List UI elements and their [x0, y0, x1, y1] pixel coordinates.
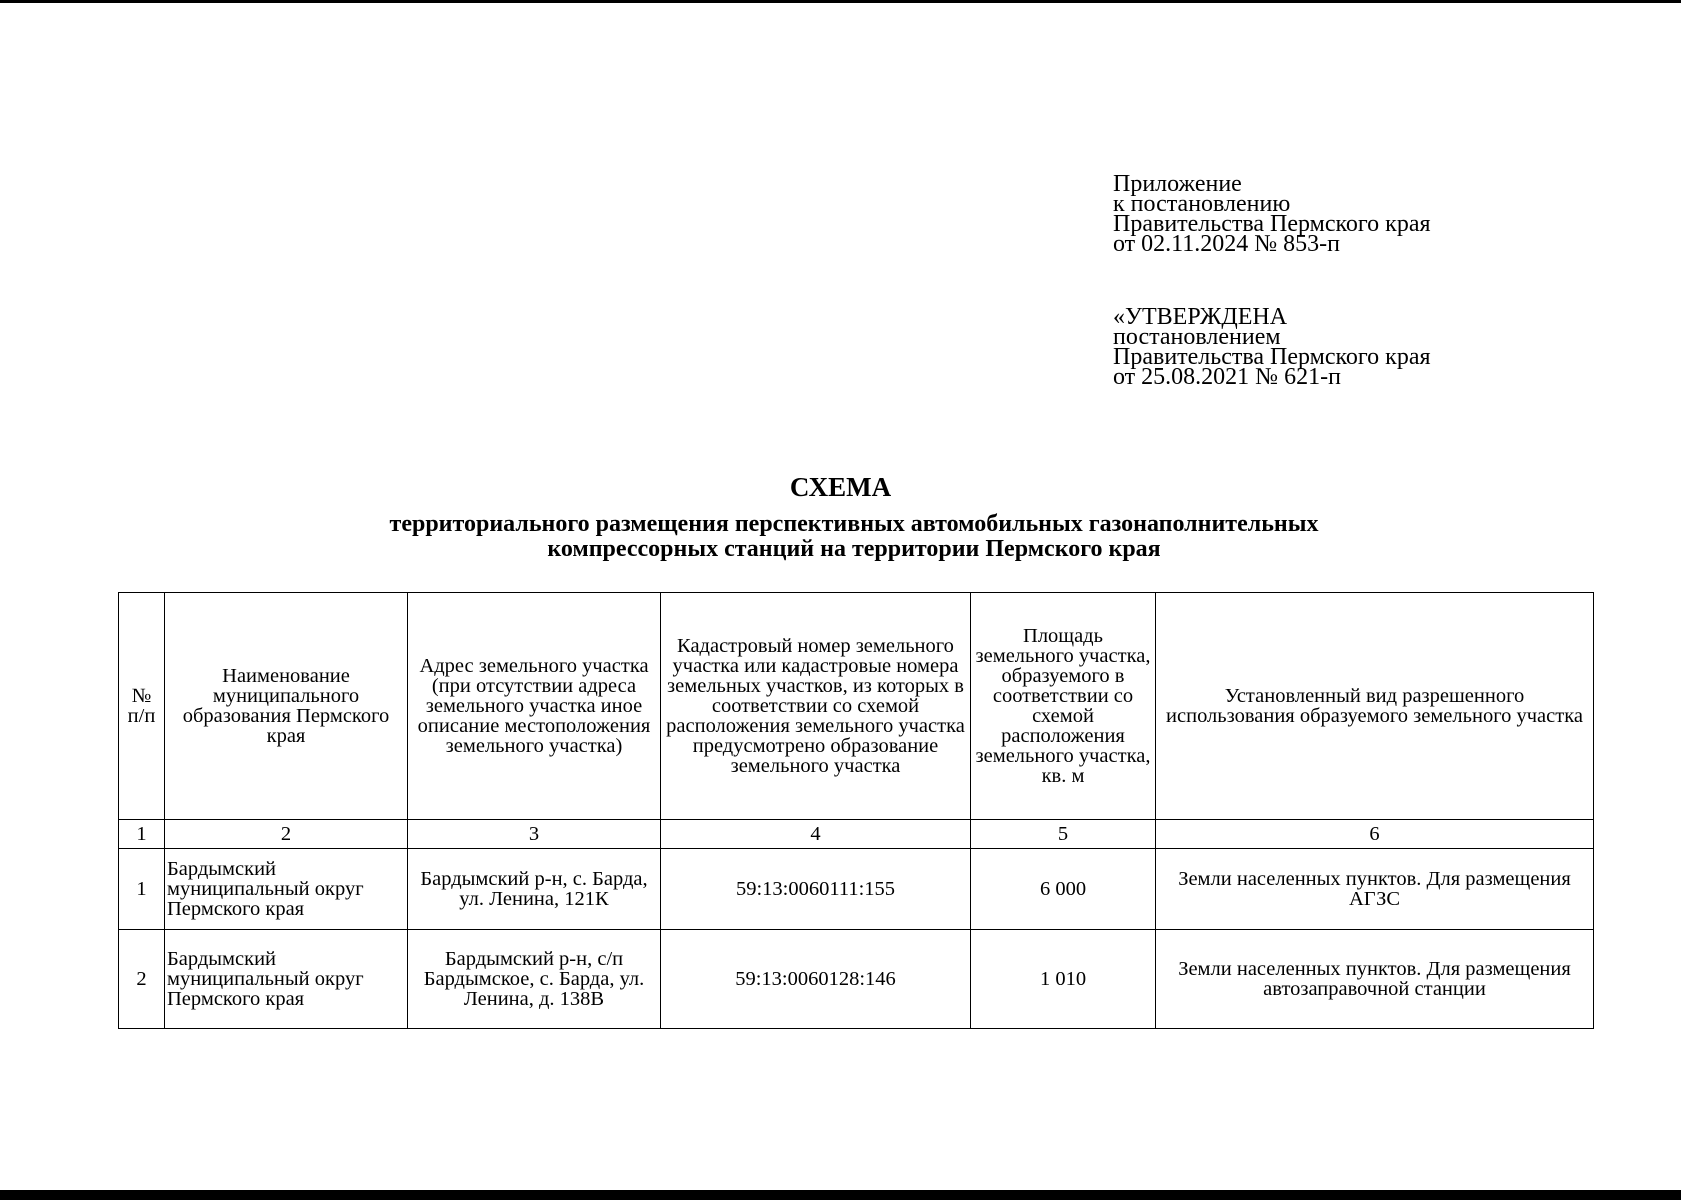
document-subtitle: [0, 512, 1681, 562]
column-number: 3: [408, 820, 661, 849]
header-cell-usage: Установленный вид разрешенного использования образуемого земельного участка: [1156, 593, 1594, 820]
usage-cell: Земли населенных пунктов. Для размещения автозаправочной станции: [1156, 930, 1594, 1029]
column-number: 1: [119, 820, 165, 849]
address-cell: Бардымский р-н, с. Барда, ул. Ленина, 121К: [408, 849, 661, 930]
column-number: 4: [661, 820, 971, 849]
row-number: 2: [119, 930, 165, 1029]
area-cell: 1 010: [971, 930, 1156, 1029]
subtitle-line: территориального размещения перспективных автомобильных газонаполнительных: [389, 511, 1319, 537]
column-number: 5: [971, 820, 1156, 849]
subtitle-line: компрессорных станций на территории Пермского края: [547, 536, 1161, 562]
cadastral-cell: 59:13:0060111:155: [661, 849, 971, 930]
column-number: 2: [165, 820, 408, 849]
address-cell: Бардымский р-н, с/п Бардымское, с. Барда, ул. Ленина, д. 138В: [408, 930, 661, 1029]
table-row: [119, 930, 1594, 1029]
header-cell-cadastral: Кадастровый номер земельного участка или кадастровые номера земельных участков, из которых в соответствии со схемой расположения земельного участка предусмотрено образование земельного участка: [661, 593, 971, 820]
usage-cell: Земли населенных пунктов. Для размещения АГЗС: [1156, 849, 1594, 930]
scan-top-edge: [0, 0, 1681, 3]
approval-line: постановлением: [1113, 324, 1281, 350]
area-cell: 6 000: [971, 849, 1156, 930]
approval-block: [1113, 304, 1431, 390]
schema-table: [118, 592, 1594, 1029]
approval-line: от 25.08.2021 № 621-п: [1113, 364, 1341, 390]
header-cell-area: Площадь земельного участка, образуемого в соответствии со схемой расположения земельного участка, кв. м: [971, 593, 1156, 820]
appendix-line: Правительства Пермского края: [1113, 211, 1431, 237]
municipality-cell: Бардымский муниципальный округ Пермского края: [165, 849, 408, 930]
column-number: 6: [1156, 820, 1594, 849]
document-title: СХЕМА: [789, 472, 892, 502]
table-header-row: [119, 593, 1594, 820]
header-cell-address: Адрес земельного участка (при отсутствии адреса земельного участка иное описание местоположения земельного участка): [408, 593, 661, 820]
appendix-line: к постановлению: [1113, 191, 1291, 217]
appendix-line: Приложение: [1113, 171, 1242, 197]
header-cell-municipality: Наименование муниципального образования Пермского края: [165, 593, 408, 820]
approval-line: «УТВЕРЖДЕНА: [1113, 304, 1288, 330]
scan-bottom-edge: [0, 1190, 1681, 1200]
appendix-line: от 02.11.2024 № 853-п: [1113, 231, 1341, 257]
table-row: [119, 849, 1594, 930]
appendix-block: [1113, 171, 1431, 257]
row-number: 1: [119, 849, 165, 930]
header-cell-number: № п/п: [119, 593, 165, 820]
cadastral-cell: 59:13:0060128:146: [661, 930, 971, 1029]
municipality-cell: Бардымский муниципальный округ Пермского края: [165, 930, 408, 1029]
approval-line: Правительства Пермского края: [1113, 344, 1431, 370]
column-number-row: [119, 820, 1594, 849]
